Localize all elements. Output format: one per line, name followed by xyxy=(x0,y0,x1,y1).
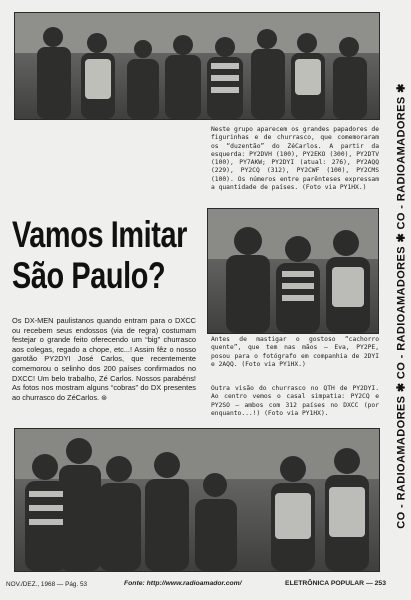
bottom-photo-figures xyxy=(15,429,379,571)
side-band xyxy=(393,14,409,598)
top-group-photo xyxy=(14,12,380,120)
bottom-photo-caption-text: Outra visão do churrasco no QTH de PY2DYI. Ao centro vemos o casal simpatia: PY2CQ e PY2SO — ambos com 312 países no DXCC (por enquanto...!) (Foto via PY1HX). xyxy=(211,385,379,417)
article-title-line-2: São Paulo? xyxy=(12,255,166,296)
footer-source: Fonte: http://www.radioamador.com/ xyxy=(124,580,242,587)
side-band-text: CO - RADIOAMADORES ✱ CO - RADIOAMADORES ✱ CO - RADIOAMADORES ✱ xyxy=(395,83,408,529)
top-photo-caption-text: Neste grupo aparecem os grandes papadores de figurinhas e de churrasco, que comemoraram os “duzentão” do ZéCarlos. A partir da esquerda: PY2DVH (100), PY2EKO (300), PY2DTV (100), PY7AKW; PY2DYI (atual: 276), PY2AQQ (229), PY2CQ (312), PY2CWF (100), PY2CMS (100). Os números entre parênteses expressam a quantidade de países. (Foto via PY1HX.) xyxy=(211,126,379,192)
article-title-line-1: Vamos Imitar xyxy=(12,214,187,255)
bottom-photo-caption xyxy=(211,385,379,424)
top-photo-caption xyxy=(211,126,379,198)
footer-magazine-page: ELETRÔNICA POPULAR — 253 xyxy=(285,580,386,587)
end-of-article-icon: ⊛ xyxy=(101,394,108,402)
footer-issue-page: NOV./DEZ., 1968 — Pág. 53 xyxy=(6,581,88,588)
middle-photo-caption-text: Antes de mastigar o gostoso “cachorro quente”, que tem nas mãos — Eva, PY2PE, posou para o fotógrafo em companhia de 2DYI e 2AQQ. (Foto via PY1HX.) xyxy=(211,336,379,368)
article-title xyxy=(12,214,187,296)
middle-photo xyxy=(207,208,379,334)
bottom-group-photo xyxy=(14,428,380,572)
article-body xyxy=(12,316,196,403)
article-body-text: Os DX-MEN paulistanos quando entram para o DXCC ou recebem seus endossos (via de regra) costumam festejar o grande feito oferecendo um “big” churrasco aos colegas, regado a chope, etc...! Assim fêz o nosso garotão PY2DYI José Carlos, que recentemente comemorou o selinho dos 200 países confirmados no DXCC! Um belo trabalho, Zé Carlos. Nossos parabéns! As fotos nos mostram alguns “cobras” do DX presentes ao churrasco do ZéCarlos. xyxy=(12,316,196,402)
top-photo-figures xyxy=(15,13,379,119)
middle-photo-figures xyxy=(208,209,378,333)
middle-photo-caption xyxy=(211,336,379,375)
page-footer xyxy=(6,578,386,592)
